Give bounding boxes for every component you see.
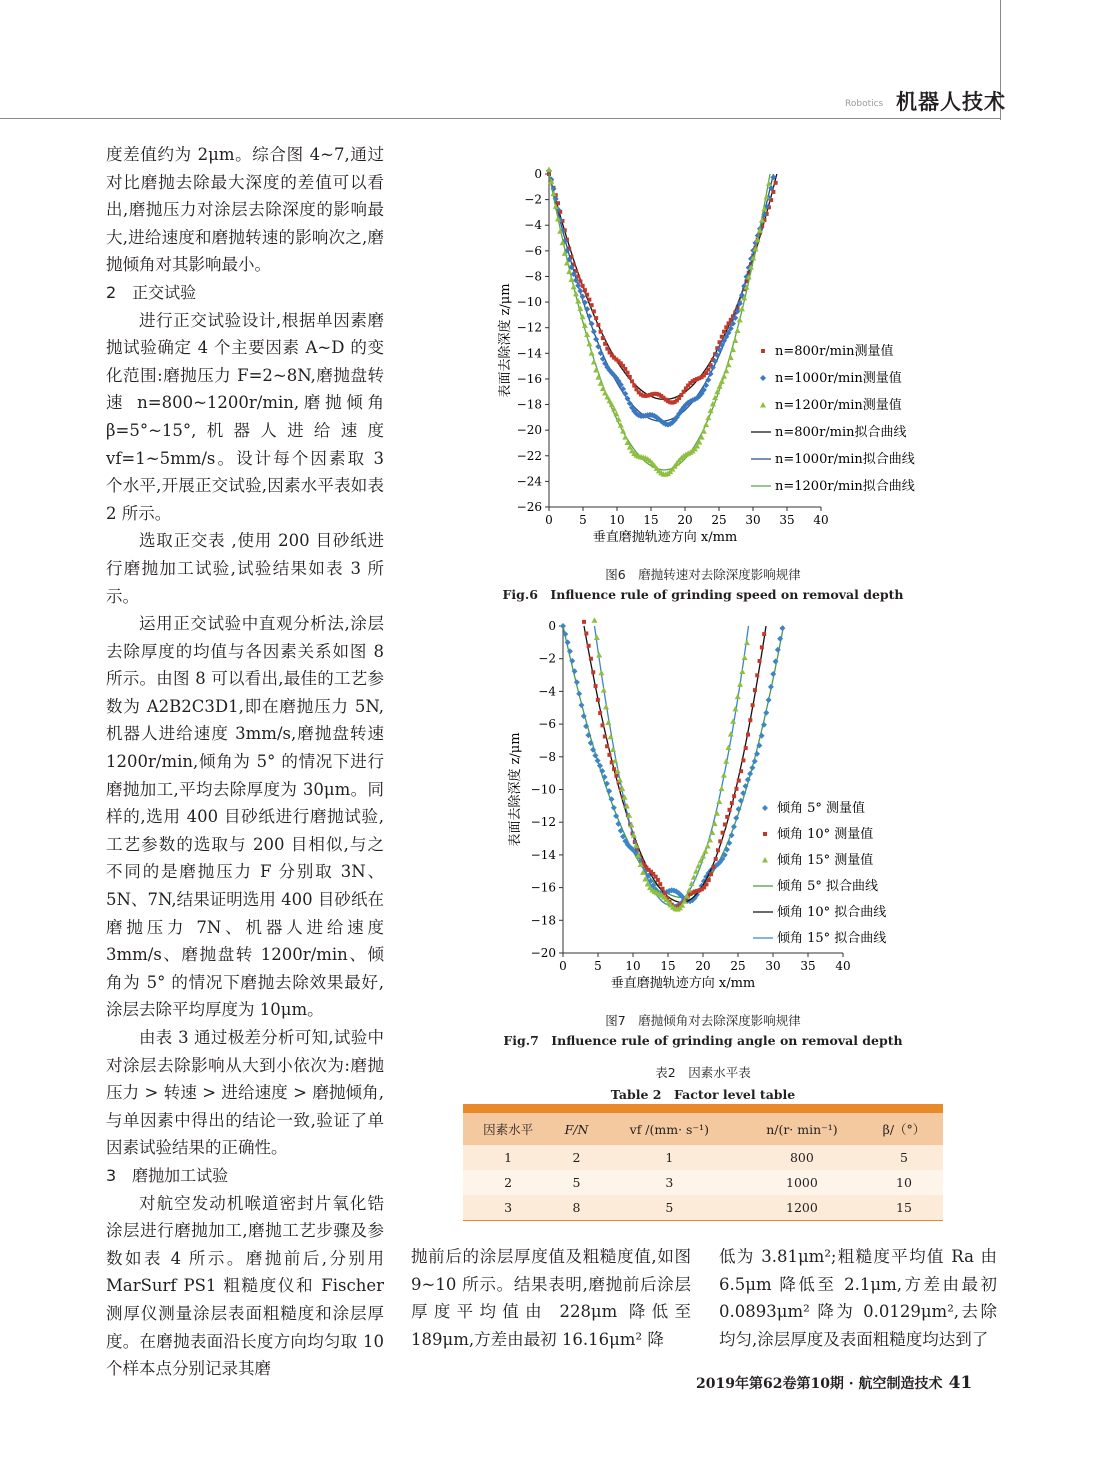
x-tick-label: 40: [813, 513, 829, 527]
y-tick-label: −14: [516, 346, 542, 361]
series-points: [546, 167, 772, 477]
data-point: [760, 375, 766, 381]
data-point: [774, 181, 778, 185]
data-point: [583, 288, 587, 292]
data-point: [762, 857, 768, 863]
table-cell: 1: [504, 1150, 513, 1165]
data-point: [739, 668, 745, 674]
table2-caption-cn: 表2 因素水平表: [655, 1065, 751, 1080]
data-point: [571, 284, 577, 290]
table-cell: 3: [463, 1195, 553, 1221]
y-tick-label: −2: [524, 192, 542, 207]
y-tick-label: −20: [530, 946, 556, 960]
paragraph: 抛前后的涂层厚度值及粗糙度值,如图 9~10 所示。结果表明,磨抛前后涂层厚度平均值由 228μm 降低至 189μm,方差由最初 16.16μm² 降: [411, 1247, 691, 1349]
data-point: [592, 752, 598, 758]
data-point: [733, 815, 739, 821]
table-row: [463, 1170, 943, 1195]
data-point: [755, 673, 759, 677]
data-point: [582, 620, 586, 624]
data-point: [741, 758, 745, 762]
data-point: [600, 723, 604, 727]
data-point: [768, 684, 774, 690]
fig6-caption-cn: 图6 磨抛转速对去除深度影响规律: [605, 567, 801, 582]
table-cell: 8: [553, 1195, 599, 1221]
data-point: [732, 337, 738, 343]
data-point: [594, 684, 598, 688]
data-point: [584, 631, 588, 635]
data-point: [599, 330, 603, 334]
table-cell: 1000: [786, 1175, 818, 1190]
data-point: [721, 772, 727, 778]
fig6-chart: [495, 150, 935, 555]
data-point: [727, 321, 731, 325]
table-header: F/N: [564, 1121, 589, 1137]
y-tick-label: −14: [530, 847, 556, 862]
y-tick-label: 0: [548, 619, 556, 633]
y-tick-label: −20: [516, 423, 542, 438]
table-row: [463, 1195, 943, 1221]
fig7-chart: [495, 610, 935, 1000]
mid-column: [411, 1243, 691, 1353]
data-point: [546, 167, 552, 173]
table-cell: 2: [504, 1175, 513, 1190]
data-point: [611, 805, 617, 811]
data-point: [714, 857, 718, 861]
table-cell: 3: [665, 1175, 674, 1190]
data-point: [721, 831, 725, 835]
data-point: [763, 710, 769, 716]
y-tick-label: −16: [516, 371, 542, 386]
x-tick-label: 20: [677, 513, 693, 527]
y-tick-label: −4: [538, 684, 556, 699]
data-point: [734, 327, 740, 333]
x-tick-label: 35: [779, 513, 795, 527]
data-point: [722, 330, 726, 334]
y-tick-label: −10: [530, 782, 556, 797]
right-column: [719, 1243, 997, 1353]
x-tick-label: 25: [711, 513, 727, 527]
paragraph: 进行正交试验设计,根据单因素磨抛试验确定 4 个主要因素 A~D 的变化范围:磨抛压力 F=2~8N,磨抛盘转速 n=800~1200r/min,磨抛倾角 β=5°~15°,机器人进给速度 vf=1~5mm/s。设计每个因素取 3 个水平,开展正交试验,因素水平表如表 2 所示。: [106, 310, 384, 523]
table-header: vf /(mm· s⁻¹): [629, 1121, 709, 1137]
data-point: [596, 698, 600, 702]
y-tick-label: −8: [538, 749, 556, 764]
data-point: [591, 670, 595, 674]
data-point: [626, 371, 630, 375]
data-point: [728, 731, 734, 737]
table-cell: 5: [572, 1175, 581, 1190]
data-point: [779, 625, 785, 631]
data-point: [708, 371, 714, 377]
data-point: [739, 306, 745, 312]
data-point: [702, 848, 708, 854]
header-rule: [0, 118, 1000, 119]
table-cell: 2: [572, 1150, 581, 1165]
data-point: [771, 190, 775, 194]
y-tick-label: −12: [530, 815, 556, 830]
data-point: [760, 645, 764, 649]
data-point: [581, 284, 585, 288]
data-point: [723, 368, 729, 374]
data-point: [598, 711, 602, 715]
data-point: [594, 634, 600, 640]
legend-label: n=1200r/min拟合曲线: [775, 479, 915, 494]
data-point: [719, 786, 725, 792]
y-tick-label: −22: [516, 448, 542, 463]
page-footer: [696, 1373, 972, 1393]
x-tick-label: 5: [579, 513, 587, 527]
y-tick-label: −24: [516, 474, 542, 489]
data-point: [707, 837, 713, 843]
data-point: [716, 848, 720, 852]
table-cell: 800: [789, 1150, 814, 1165]
data-point: [766, 697, 772, 703]
data-point: [770, 671, 776, 677]
data-point: [721, 373, 727, 379]
section-heading: 3 磨抛加工试验: [106, 1165, 229, 1185]
data-point: [578, 279, 582, 283]
data-point: [726, 362, 732, 368]
y-tick-label: −2: [538, 651, 556, 666]
journal-en: Robotics: [845, 99, 884, 109]
legend-label: 倾角 10° 拟合曲线: [777, 905, 887, 920]
data-point: [607, 753, 611, 757]
data-point: [605, 744, 609, 748]
data-point: [658, 882, 662, 886]
data-point: [594, 316, 598, 320]
legend-label: 倾角 15° 测量值: [777, 853, 874, 868]
y-tick-label: −6: [524, 243, 542, 258]
data-point: [587, 644, 591, 648]
data-point: [730, 347, 736, 353]
series-points: [560, 623, 785, 904]
data-point: [623, 367, 627, 371]
data-point: [704, 371, 708, 375]
data-point: [617, 777, 623, 783]
data-point: [763, 832, 767, 836]
data-point: [656, 878, 660, 882]
table-cell: 5: [899, 1150, 908, 1165]
legend-label: n=800r/min拟合曲线: [775, 425, 907, 440]
data-point: [578, 702, 584, 708]
data-point: [732, 706, 738, 712]
x-tick-label: 35: [800, 959, 816, 973]
legend-label: n=1000r/min测量值: [775, 371, 902, 386]
y-tick-label: −26: [516, 500, 542, 514]
data-point: [592, 617, 598, 623]
x-tick-label: 15: [643, 513, 659, 527]
paragraph: 低为 3.81μm²;粗糙度平均值 Ra 由 6.5μm 降低至 2.1μm,方差由最初 0.0893μm² 降为 0.0129μm²,去除均匀,涂层厚度及表面粗糙度均达到了: [719, 1247, 997, 1349]
data-point: [747, 771, 753, 777]
data-point: [587, 298, 591, 302]
data-point: [586, 341, 592, 347]
data-point: [720, 335, 724, 339]
x-tick-label: 10: [625, 959, 641, 973]
data-point: [730, 718, 736, 724]
data-point: [595, 758, 601, 764]
journal-cn: 机器人技术: [896, 90, 1006, 114]
fig7-caption-en: Fig.7 Influence rule of grinding angle on removal depth: [503, 1033, 903, 1048]
data-point: [576, 691, 582, 697]
data-point: [714, 810, 720, 816]
data-point: [589, 350, 595, 356]
data-point: [589, 657, 593, 661]
legend-label: 倾角 5° 测量值: [777, 801, 866, 816]
x-tick-label: 40: [835, 959, 851, 973]
paragraph: 运用正交试验中直观分析法,涂层去除厚度的均值与各因素关系如图 8 所示。由图 8 可以看出,最佳的工艺参数为 A2B2C3D1,即在磨抛压力 5N,机器人进给速度 3mm/s,磨抛盘转速 1200r/min,倾角为 5° 的情况下进行磨抛加工,平均去除厚度为 30μm。同样的,选用 400 目砂纸进行磨抛试验,工艺参数的选取与 200 目相似,与之不同的是磨抛压力 F 分别取 3N、5N、7N,结果证明选用 400 目砂纸在磨抛压力 7N、机器人进给速度 3mm/s、磨抛盘转 1200r/min、倾角为 5° 的情况下磨抛去除效果最好,涂层去除平均厚度为 10μm。: [106, 614, 384, 1020]
x-axis-label: 垂直磨抛轨迹方向 x/mm: [610, 976, 756, 991]
data-point: [730, 801, 734, 805]
data-point: [605, 720, 611, 726]
legend-label: n=1200r/min测量值: [775, 398, 902, 413]
paragraph: 对航空发动机喉道密封片氧化锆涂层进行磨抛加工,磨抛工艺步骤及参数如表 4 所示。磨抛前后,分别用 MarSurf PS1 粗糙度仪和 Fischer 测厚仪测量涂层表面粗糙度和涂层厚度。在磨抛表面沿长度方向均匀取 10 个样本点分别记录其磨: [106, 1193, 384, 1379]
data-point: [709, 829, 715, 835]
data-point: [739, 769, 743, 773]
table2-caption-en: Table 2 Factor level table: [610, 1087, 796, 1102]
y-tick-label: 0: [534, 167, 542, 181]
data-point: [614, 774, 618, 778]
paragraph: 选取正交表 ,使用 200 目砂纸进行磨抛加工试验,试验结果如表 3 所示。: [106, 531, 384, 606]
data-point: [632, 384, 636, 388]
data-point: [744, 746, 748, 750]
data-point: [608, 734, 614, 740]
y-axis-label: 表面去除深度 z/μm: [498, 283, 513, 398]
data-point: [724, 325, 728, 329]
page-number: 41: [948, 1373, 973, 1393]
section-heading: 2 正交试验: [106, 282, 197, 302]
data-point: [565, 639, 571, 645]
data-point: [603, 342, 607, 346]
data-point: [760, 402, 766, 408]
data-point: [749, 765, 755, 771]
data-point: [748, 718, 752, 722]
data-point: [593, 367, 599, 373]
fit-curve: [595, 626, 749, 906]
y-tick-label: −18: [516, 397, 542, 412]
x-axis-label: 垂直磨抛轨迹方向 x/mm: [592, 530, 738, 545]
factor-level-table: [463, 1104, 943, 1221]
data-point: [735, 694, 741, 700]
data-point: [630, 379, 634, 383]
y-tick-label: −8: [524, 269, 542, 284]
fit-curve: [549, 174, 770, 470]
data-point: [591, 329, 597, 335]
table-cell: 1200: [739, 1195, 865, 1221]
table-cell: 10: [896, 1175, 912, 1190]
data-point: [573, 291, 579, 297]
x-tick-label: 0: [559, 959, 567, 973]
data-point: [742, 655, 748, 661]
data-point: [703, 422, 709, 428]
data-point: [575, 283, 581, 289]
legend-label: n=1000r/min拟合曲线: [775, 452, 915, 467]
data-point: [711, 865, 715, 869]
data-point: [725, 815, 729, 819]
data-point: [744, 640, 750, 646]
footer-journal: 2019年第62卷第10期 · 航空制造技术: [696, 1376, 943, 1392]
data-point: [701, 428, 707, 434]
y-tick-label: −18: [530, 913, 556, 928]
data-point: [761, 349, 765, 353]
legend-label: n=800r/min测量值: [775, 344, 894, 359]
data-point: [758, 659, 762, 663]
data-point: [732, 794, 736, 798]
y-axis-label: 表面去除深度 z/μm: [508, 732, 523, 847]
data-point: [601, 687, 607, 693]
data-point: [585, 293, 589, 297]
data-point: [575, 298, 581, 304]
x-tick-label: 0: [545, 513, 553, 527]
data-point: [737, 779, 741, 783]
data-point: [590, 303, 594, 307]
data-point: [706, 368, 710, 372]
data-point: [628, 375, 632, 379]
legend-label: 倾角 15° 拟合曲线: [777, 931, 887, 946]
data-point: [584, 332, 590, 338]
series-points: [546, 168, 776, 428]
legend-label: 倾角 5° 拟合曲线: [777, 879, 879, 894]
data-point: [705, 843, 711, 849]
data-point: [596, 652, 602, 658]
data-point: [577, 288, 583, 294]
x-tick-label: 5: [594, 959, 602, 973]
data-point: [746, 733, 750, 737]
data-point: [731, 824, 737, 830]
data-point: [725, 744, 731, 750]
paragraph: 度差值约为 2μm。综合图 4~7,通过对比磨抛去除最大深度的差值可以看出,磨抛压力对涂层去除深度的影响最大,进给速度和磨抛转速的影响次之,磨抛倾角对其影响最小。: [106, 145, 384, 275]
data-point: [618, 828, 624, 834]
data-point: [610, 747, 616, 753]
data-point: [603, 735, 607, 739]
x-tick-label: 15: [660, 959, 676, 973]
data-point: [737, 681, 743, 687]
data-point: [712, 821, 718, 827]
data-point: [601, 336, 605, 340]
data-point: [603, 704, 609, 710]
data-point: [762, 805, 768, 811]
legend-label: 倾角 10° 测量值: [777, 827, 874, 842]
data-point: [709, 872, 713, 876]
table-cell: 1: [665, 1150, 674, 1165]
data-point: [591, 359, 597, 365]
data-point: [560, 623, 566, 629]
fig7-caption-cn: 图7 磨抛倾角对去除深度影响规律: [605, 1013, 801, 1028]
fig6-caption-en: Fig.6 Influence rule of grinding speed on removal depth: [502, 587, 904, 602]
data-point: [704, 882, 708, 886]
x-tick-label: 30: [745, 513, 761, 527]
y-tick-label: −4: [524, 218, 542, 233]
x-tick-label: 25: [730, 959, 746, 973]
data-point: [716, 799, 722, 805]
data-point: [719, 378, 725, 384]
data-point: [598, 670, 604, 676]
data-point: [723, 822, 727, 826]
y-tick-label: −6: [538, 717, 556, 732]
data-point: [718, 839, 722, 843]
data-point: [596, 323, 600, 327]
data-point: [568, 277, 574, 283]
y-tick-label: −10: [516, 295, 542, 310]
table-header: n/(r· min⁻¹): [766, 1121, 838, 1137]
data-point: [762, 632, 766, 636]
left-column: [106, 141, 384, 1383]
data-point: [734, 787, 738, 791]
data-point: [751, 703, 755, 707]
data-point: [622, 434, 628, 440]
data-point: [728, 808, 732, 812]
data-point: [753, 688, 757, 692]
data-point: [605, 347, 609, 351]
data-point: [723, 758, 729, 764]
data-point: [593, 336, 599, 342]
data-point: [661, 887, 665, 891]
table-cell: 5: [600, 1195, 739, 1221]
series-points: [582, 620, 766, 909]
data-point: [752, 758, 758, 764]
data-point: [600, 386, 606, 392]
data-point: [728, 355, 734, 361]
data-point: [777, 636, 783, 642]
table-cell: 15: [865, 1195, 943, 1221]
data-point: [598, 380, 604, 386]
data-point: [612, 767, 616, 771]
x-tick-label: 30: [765, 959, 781, 973]
data-point: [574, 679, 580, 685]
data-point: [707, 878, 711, 882]
x-tick-label: 20: [695, 959, 711, 973]
y-tick-label: −16: [530, 880, 556, 895]
table-header: 因素水平: [483, 1122, 534, 1137]
table-header: β/（°）: [882, 1122, 926, 1137]
x-tick-label: 10: [609, 513, 625, 527]
paragraph: 由表 3 通过极差分析可知,试验中对涂层去除影响从大到小依次为:磨抛压力 > 转速 > 进给速度 > 磨抛倾角,与单因素中得出的结论一致,验证了单因素试验结果的正确性。: [106, 1028, 384, 1158]
data-point: [592, 309, 596, 313]
table-row: [463, 1145, 943, 1170]
y-tick-label: −12: [516, 320, 542, 335]
